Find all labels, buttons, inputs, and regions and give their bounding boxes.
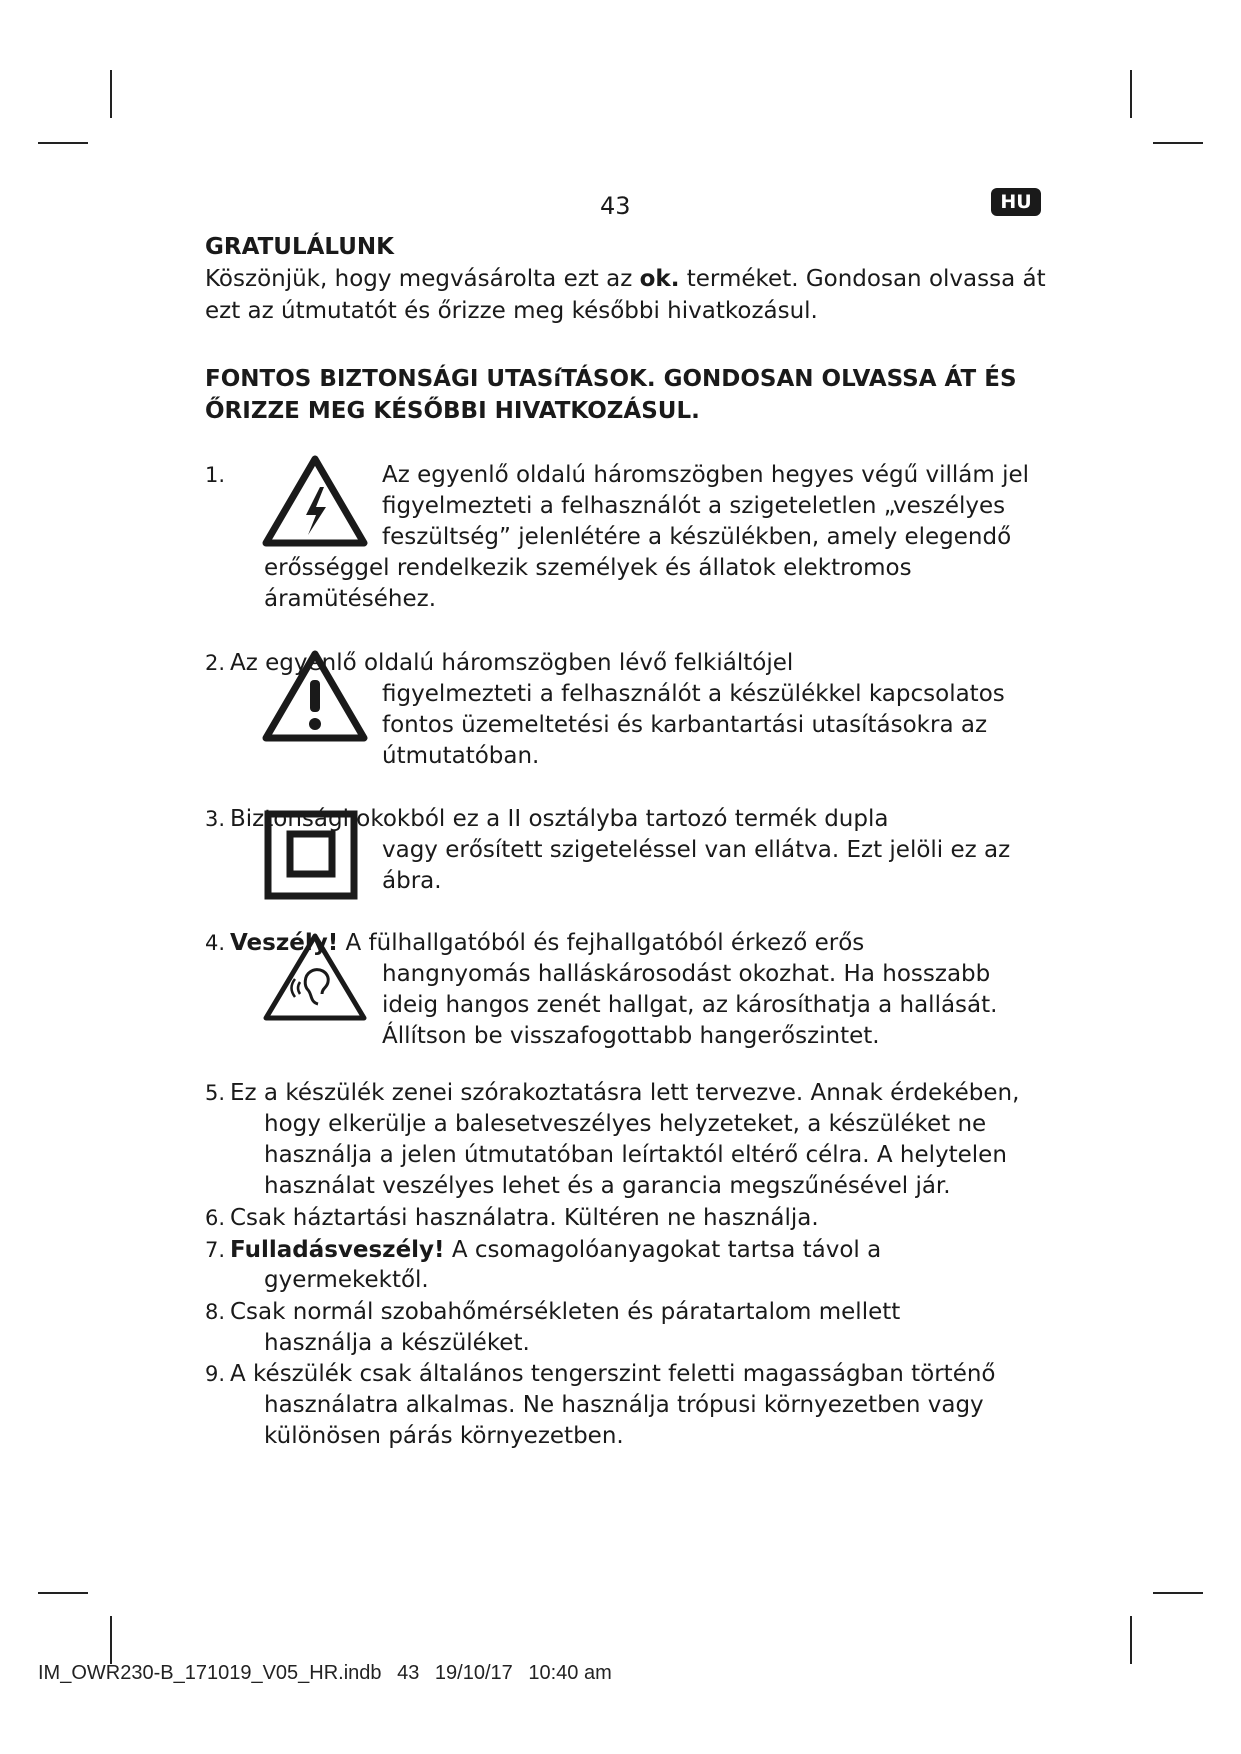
crop-mark bbox=[38, 1592, 88, 1594]
item2-line-2: figyelmezteti a felhasználót a készülékkel kapcsolatos bbox=[382, 681, 1005, 707]
crop-mark bbox=[1153, 1592, 1203, 1594]
item4-line-3: ideig hangos zenét hallgat, az károsíthatja a hallását. bbox=[382, 992, 998, 1018]
language-badge: HU bbox=[991, 188, 1041, 216]
item-number: 2. bbox=[205, 651, 226, 675]
intro-line-1 bbox=[205, 264, 1046, 295]
item5-line-4: használat veszélyes lehet és a garancia megszűnésével jár. bbox=[264, 1173, 951, 1199]
crop-mark bbox=[1130, 1616, 1132, 1664]
item9-line-2: használatra alkalmas. Ne használja trópusi környezetben vagy bbox=[264, 1392, 984, 1418]
item4-line-1 bbox=[230, 928, 864, 959]
crop-mark bbox=[1153, 142, 1203, 144]
item3-line-1: Biztonsági okokból ez a II osztályba tartozó termék dupla bbox=[230, 806, 889, 832]
crop-mark bbox=[110, 1616, 112, 1664]
intro-text: Köszönjük, hogy megvásárolta ezt az bbox=[205, 266, 640, 292]
item1-line-5: áramütéséhez. bbox=[264, 586, 437, 612]
item2-line-1: Az egyenlő oldalú háromszögben lévő felkiáltójel bbox=[230, 650, 794, 676]
item8-line-1: Csak normál szobahőmérsékleten és páratartalom mellett bbox=[230, 1299, 901, 1325]
item2-line-4: útmutatóban. bbox=[382, 743, 540, 769]
safety-heading-line-2: ŐRIZZE MEG KÉSŐBBI HIVATKOZÁSUL. bbox=[205, 398, 700, 424]
item5-line-3: használja a jelen útmutatóban leírtaktól eltérő célra. A helytelen bbox=[264, 1142, 1007, 1168]
item9-line-1: A készülék csak általános tengerszint feletti magasságban történő bbox=[230, 1361, 996, 1387]
item1-line-2: figyelmezteti a felhasználót a szigeteletlen „veszélyes bbox=[382, 493, 1006, 519]
intro-heading: GRATULÁLUNK bbox=[205, 234, 395, 260]
item4-text: A fülhallgatóból és fejhallgatóból érkező erős bbox=[338, 930, 865, 956]
safety-heading-line-1: FONTOS BIZTONSÁGI UTASíTÁSOK. GONDOSAN OLVASSA ÁT ÉS bbox=[205, 366, 1017, 392]
item9-line-3: különösen párás környezetben. bbox=[264, 1423, 624, 1449]
item-number: 3. bbox=[205, 807, 226, 831]
item8-line-2: használja a készüléket. bbox=[264, 1330, 530, 1356]
item-number: 4. bbox=[205, 931, 226, 955]
item5-line-1: Ez a készülék zenei szórakoztatásra lett tervezve. Annak érdekében, bbox=[230, 1080, 1020, 1106]
item7-line-1 bbox=[230, 1235, 881, 1266]
print-slug bbox=[38, 1662, 622, 1685]
intro-line-2: ezt az útmutatót és őrizze meg későbbi hivatkozásul. bbox=[205, 298, 818, 324]
item-number: 7. bbox=[205, 1238, 226, 1262]
item3-line-3: ábra. bbox=[382, 868, 442, 894]
item1-line-1: Az egyenlő oldalú háromszögben hegyes végű villám jel bbox=[382, 462, 1030, 488]
brand-name: ok. bbox=[639, 266, 680, 292]
item6-line-1: Csak háztartási használatra. Kültéren ne használja. bbox=[230, 1205, 819, 1231]
danger-label: Fulladásveszély! bbox=[230, 1237, 445, 1263]
item5-line-2: hogy elkerülje a balesetveszélyes helyzeteket, a készüléket ne bbox=[264, 1111, 987, 1137]
crop-mark bbox=[38, 142, 88, 144]
item7-text: A csomagolóanyagokat tartsa távol a bbox=[444, 1237, 882, 1263]
item-number: 6. bbox=[205, 1206, 226, 1230]
item-number: 1. bbox=[205, 463, 226, 487]
item1-line-4: erősséggel rendelkezik személyek és állatok elektromos bbox=[264, 555, 912, 581]
item2-line-3: fontos üzemeltetési és karbantartási utasításokra az bbox=[382, 712, 988, 738]
crop-mark bbox=[110, 70, 112, 118]
slug-page: 43 bbox=[397, 1662, 420, 1684]
item4-line-2: hangnyomás halláskárosodást okozhat. Ha hosszabb bbox=[382, 961, 991, 987]
intro-text: terméket. Gondosan olvassa át bbox=[679, 266, 1046, 292]
slug-time: 10:40 am bbox=[528, 1662, 612, 1684]
item-number: 8. bbox=[205, 1300, 226, 1324]
item4-line-4: Állítson be visszafogottabb hangerőszintet. bbox=[382, 1023, 880, 1049]
item7-line-2: gyermekektől. bbox=[264, 1267, 429, 1293]
item-number: 5. bbox=[205, 1081, 226, 1105]
lightning-warning-icon bbox=[262, 455, 368, 547]
item3-line-2: vagy erősített szigeteléssel van ellátva. Ezt jelöli ez az bbox=[382, 837, 1011, 863]
item-number: 9. bbox=[205, 1362, 226, 1386]
danger-label: Veszély! bbox=[230, 930, 339, 956]
slug-date: 19/10/17 bbox=[434, 1662, 513, 1684]
crop-mark bbox=[1130, 70, 1132, 118]
page-number: 43 bbox=[600, 192, 631, 220]
slug-filename: IM_OWR230-B_171019_V05_HR.indb bbox=[38, 1662, 382, 1684]
item1-line-3: feszültség” jelenlétére a készülékben, amely elegendő bbox=[382, 524, 1012, 550]
